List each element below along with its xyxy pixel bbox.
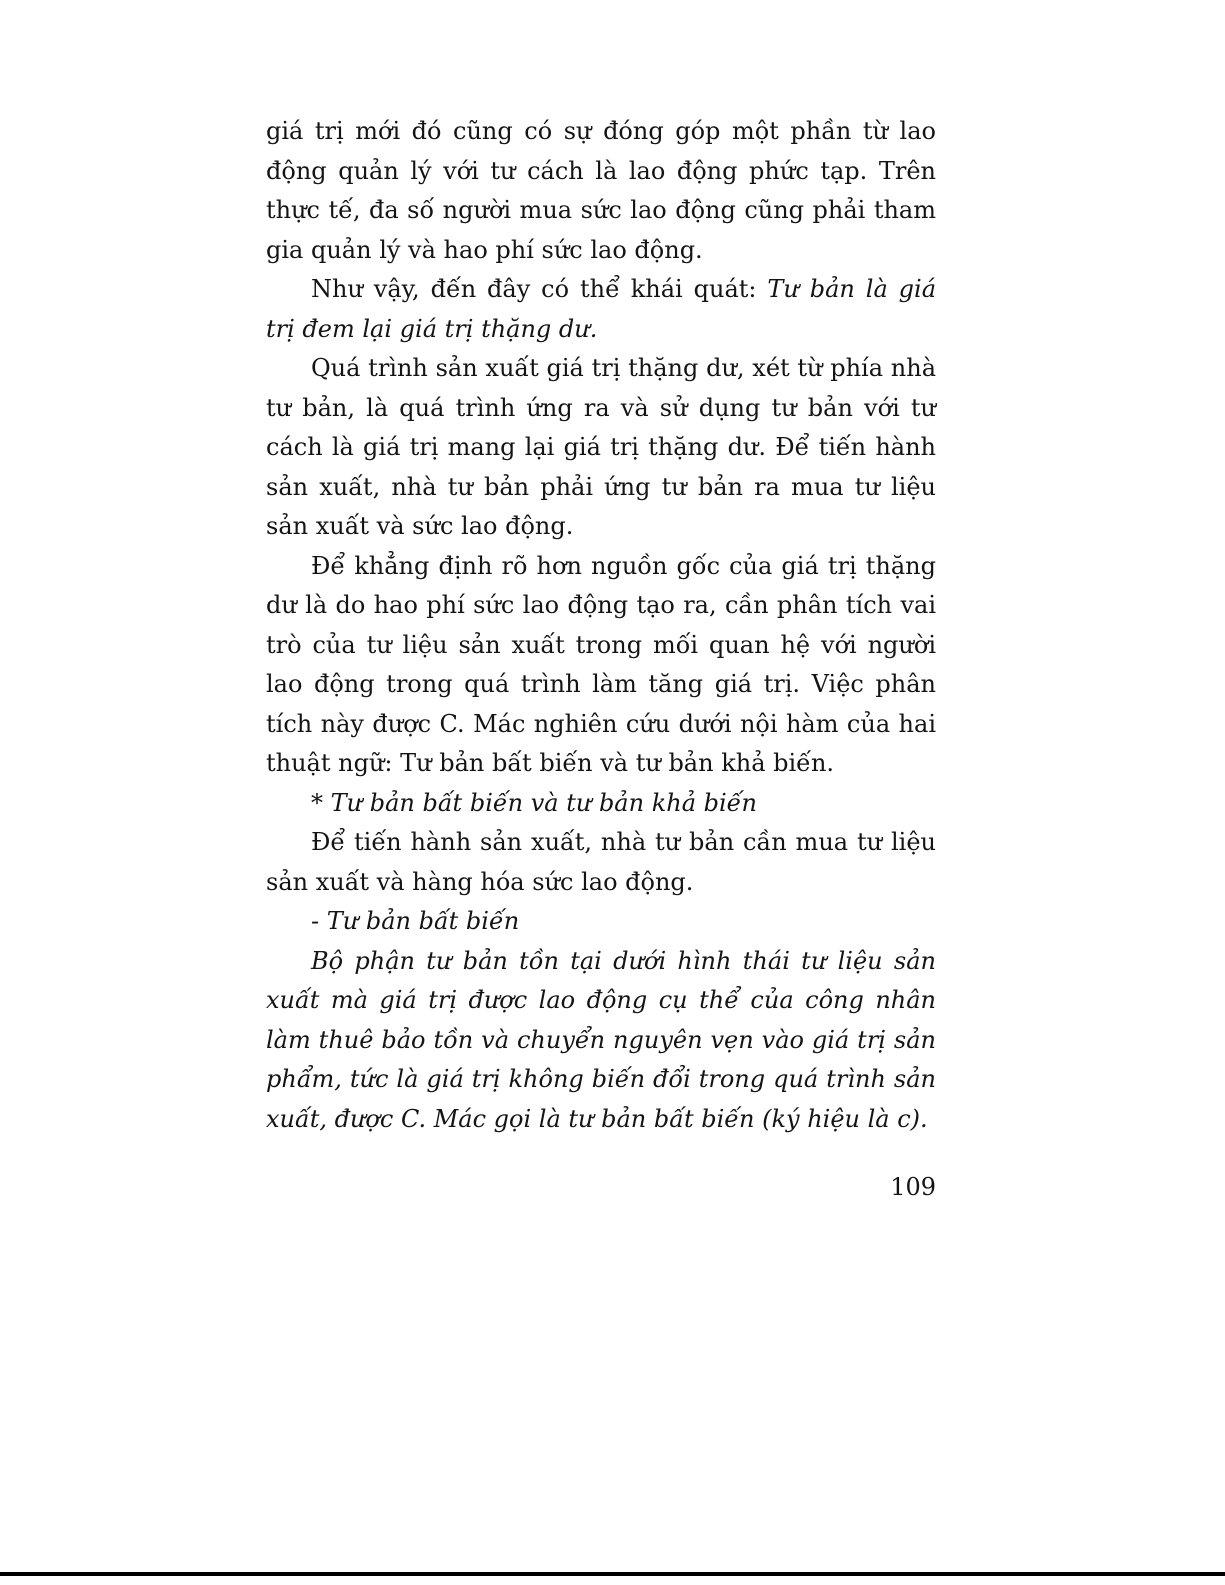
- page-body: [266, 112, 936, 1139]
- definition-italic: Tư bản là giá trị đem lại giá trị thặng dư.: [266, 275, 937, 343]
- page-number: 109: [890, 1173, 936, 1201]
- bottom-border: [0, 1572, 1225, 1576]
- paragraph-capitalist-purchase: Để tiến hành sản xuất, nhà tư bản cần mua tư liệu sản xuất và hàng hóa sức lao động.: [266, 828, 936, 896]
- paragraph-continuation: giá trị mới đó cũng có sự đóng góp một phần từ lao động quản lý với tư cách là lao động phức tạp. Trên thực tế, đa số người mua sức lao động cũng phải tham gia quản lý và hao phí sức lao động.: [266, 117, 936, 264]
- definition-lead: Như vậy, đến đây có thể khái quát:: [311, 275, 768, 303]
- subheading-constant-capital: - Tư bản bất biến: [311, 907, 520, 935]
- paragraph-constant-capital-definition: Bộ phận tư bản tồn tại dưới hình thái tư liệu sản xuất mà giá trị được lao động cụ thể của công nhân làm thuê bảo tồn và chuyển nguyên vẹn vào giá trị sản phẩm, tức là giá trị không biến đổi trong quá trình sản xuất, được C. Mác gọi là tư bản bất biến (ký hiệu là c).: [266, 946, 936, 1133]
- paragraph-production-process: Quá trình sản xuất giá trị thặng dư, xét từ phía nhà tư bản, là quá trình ứng ra và sử dụng tư bản với tư cách là giá trị mang lại giá trị thặng dư. Để tiến hành sản xuất, nhà tư bản phải ứng tư bản ra mua tư liệu sản xuất và sức lao động.: [266, 354, 936, 540]
- paragraph-definition: [266, 270, 936, 349]
- section-heading-capital-types: * Tư bản bất biến và tư bản khả biến: [311, 788, 757, 817]
- paragraph-means-of-production: Để khẳng định rõ hơn nguồn gốc của giá trị thặng dư là do hao phí sức lao động tạo ra, cần phân tích vai trò của tư liệu sản xuất trong mối quan hệ với người lao động trong quá trình làm tăng giá trị. Việc phân tích này được C. Mác nghiên cứu dưới nội hàm của hai thuật ngữ: Tư bản bất biến và tư bản khả biến.: [266, 551, 936, 777]
